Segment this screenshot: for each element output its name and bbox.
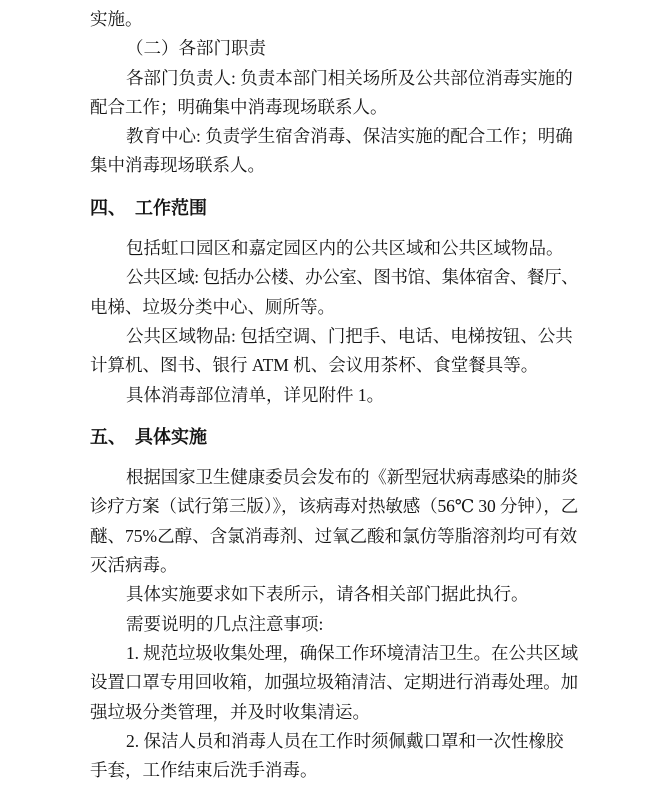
- text-line: 具体消毒部位清单，详见附件 1。: [126, 384, 385, 405]
- text-line: 电梯、垃圾分类中心、厕所等。: [90, 296, 335, 317]
- text-line: 各部门负责人: 负责本部门相关场所及公共部位消毒实施的: [126, 67, 573, 88]
- text-line: 手套，工作结束后洗手消毒。: [90, 760, 318, 781]
- text-line: 根据国家卫生健康委员会发布的《新型冠状病毒感染的肺炎: [126, 467, 578, 488]
- text-line: 强垃圾分类管理，并及时收集清运。: [90, 701, 370, 722]
- text-line: 包括虹口园区和嘉定园区内的公共区域和公共区域物品。: [126, 238, 564, 259]
- text-line: （二）各部门职责: [126, 38, 266, 59]
- text-line: 集中消毒现场联系人。: [90, 155, 265, 176]
- text-line: 公共区域: 包括办公楼、办公室、图书馆、集体宿舍、餐厅、: [126, 267, 579, 288]
- text-line: 需要说明的几点注意事项:: [126, 613, 324, 634]
- text-line: 公共区域物品: 包括空调、门把手、电话、电梯按钮、公共: [126, 325, 573, 346]
- document-body: [90, 5, 578, 785]
- text-line: 教育中心: 负责学生宿舍消毒、保洁实施的配合工作；明确: [126, 126, 573, 147]
- text-line: 醚、75%乙醇、含氯消毒剂、过氧乙酸和氯仿等脂溶剂均可有效: [90, 525, 578, 546]
- text-line: 灭活病毒。: [90, 555, 178, 576]
- text-line: 实施。: [90, 9, 143, 29]
- text-line: 具体实施要求如下表所示，请各相关部门据此执行。: [126, 584, 529, 605]
- text-line: 2. 保洁人员和消毒人员在工作时须佩戴口罩和一次性橡胶: [126, 730, 564, 751]
- text-line: 计算机、图书、银行 ATM 机、会议用茶杯、食堂餐具等。: [90, 355, 539, 376]
- text-line: 诊疗方案（试行第三版）》，该病毒对热敏感（56℃ 30 分钟），乙: [90, 496, 579, 517]
- section-heading: 四、 工作范围: [90, 197, 207, 218]
- text-line: 配合工作；明确集中消毒现场联系人。: [90, 96, 388, 117]
- section-heading: 五、 具体实施: [90, 426, 207, 447]
- text-line: 设置口罩专用回收箱，加强垃圾箱清洁、定期进行消毒处理。加: [90, 672, 578, 693]
- text-line: 1. 规范垃圾收集处理，确保工作环境清洁卫生。在公共区域: [126, 642, 578, 663]
